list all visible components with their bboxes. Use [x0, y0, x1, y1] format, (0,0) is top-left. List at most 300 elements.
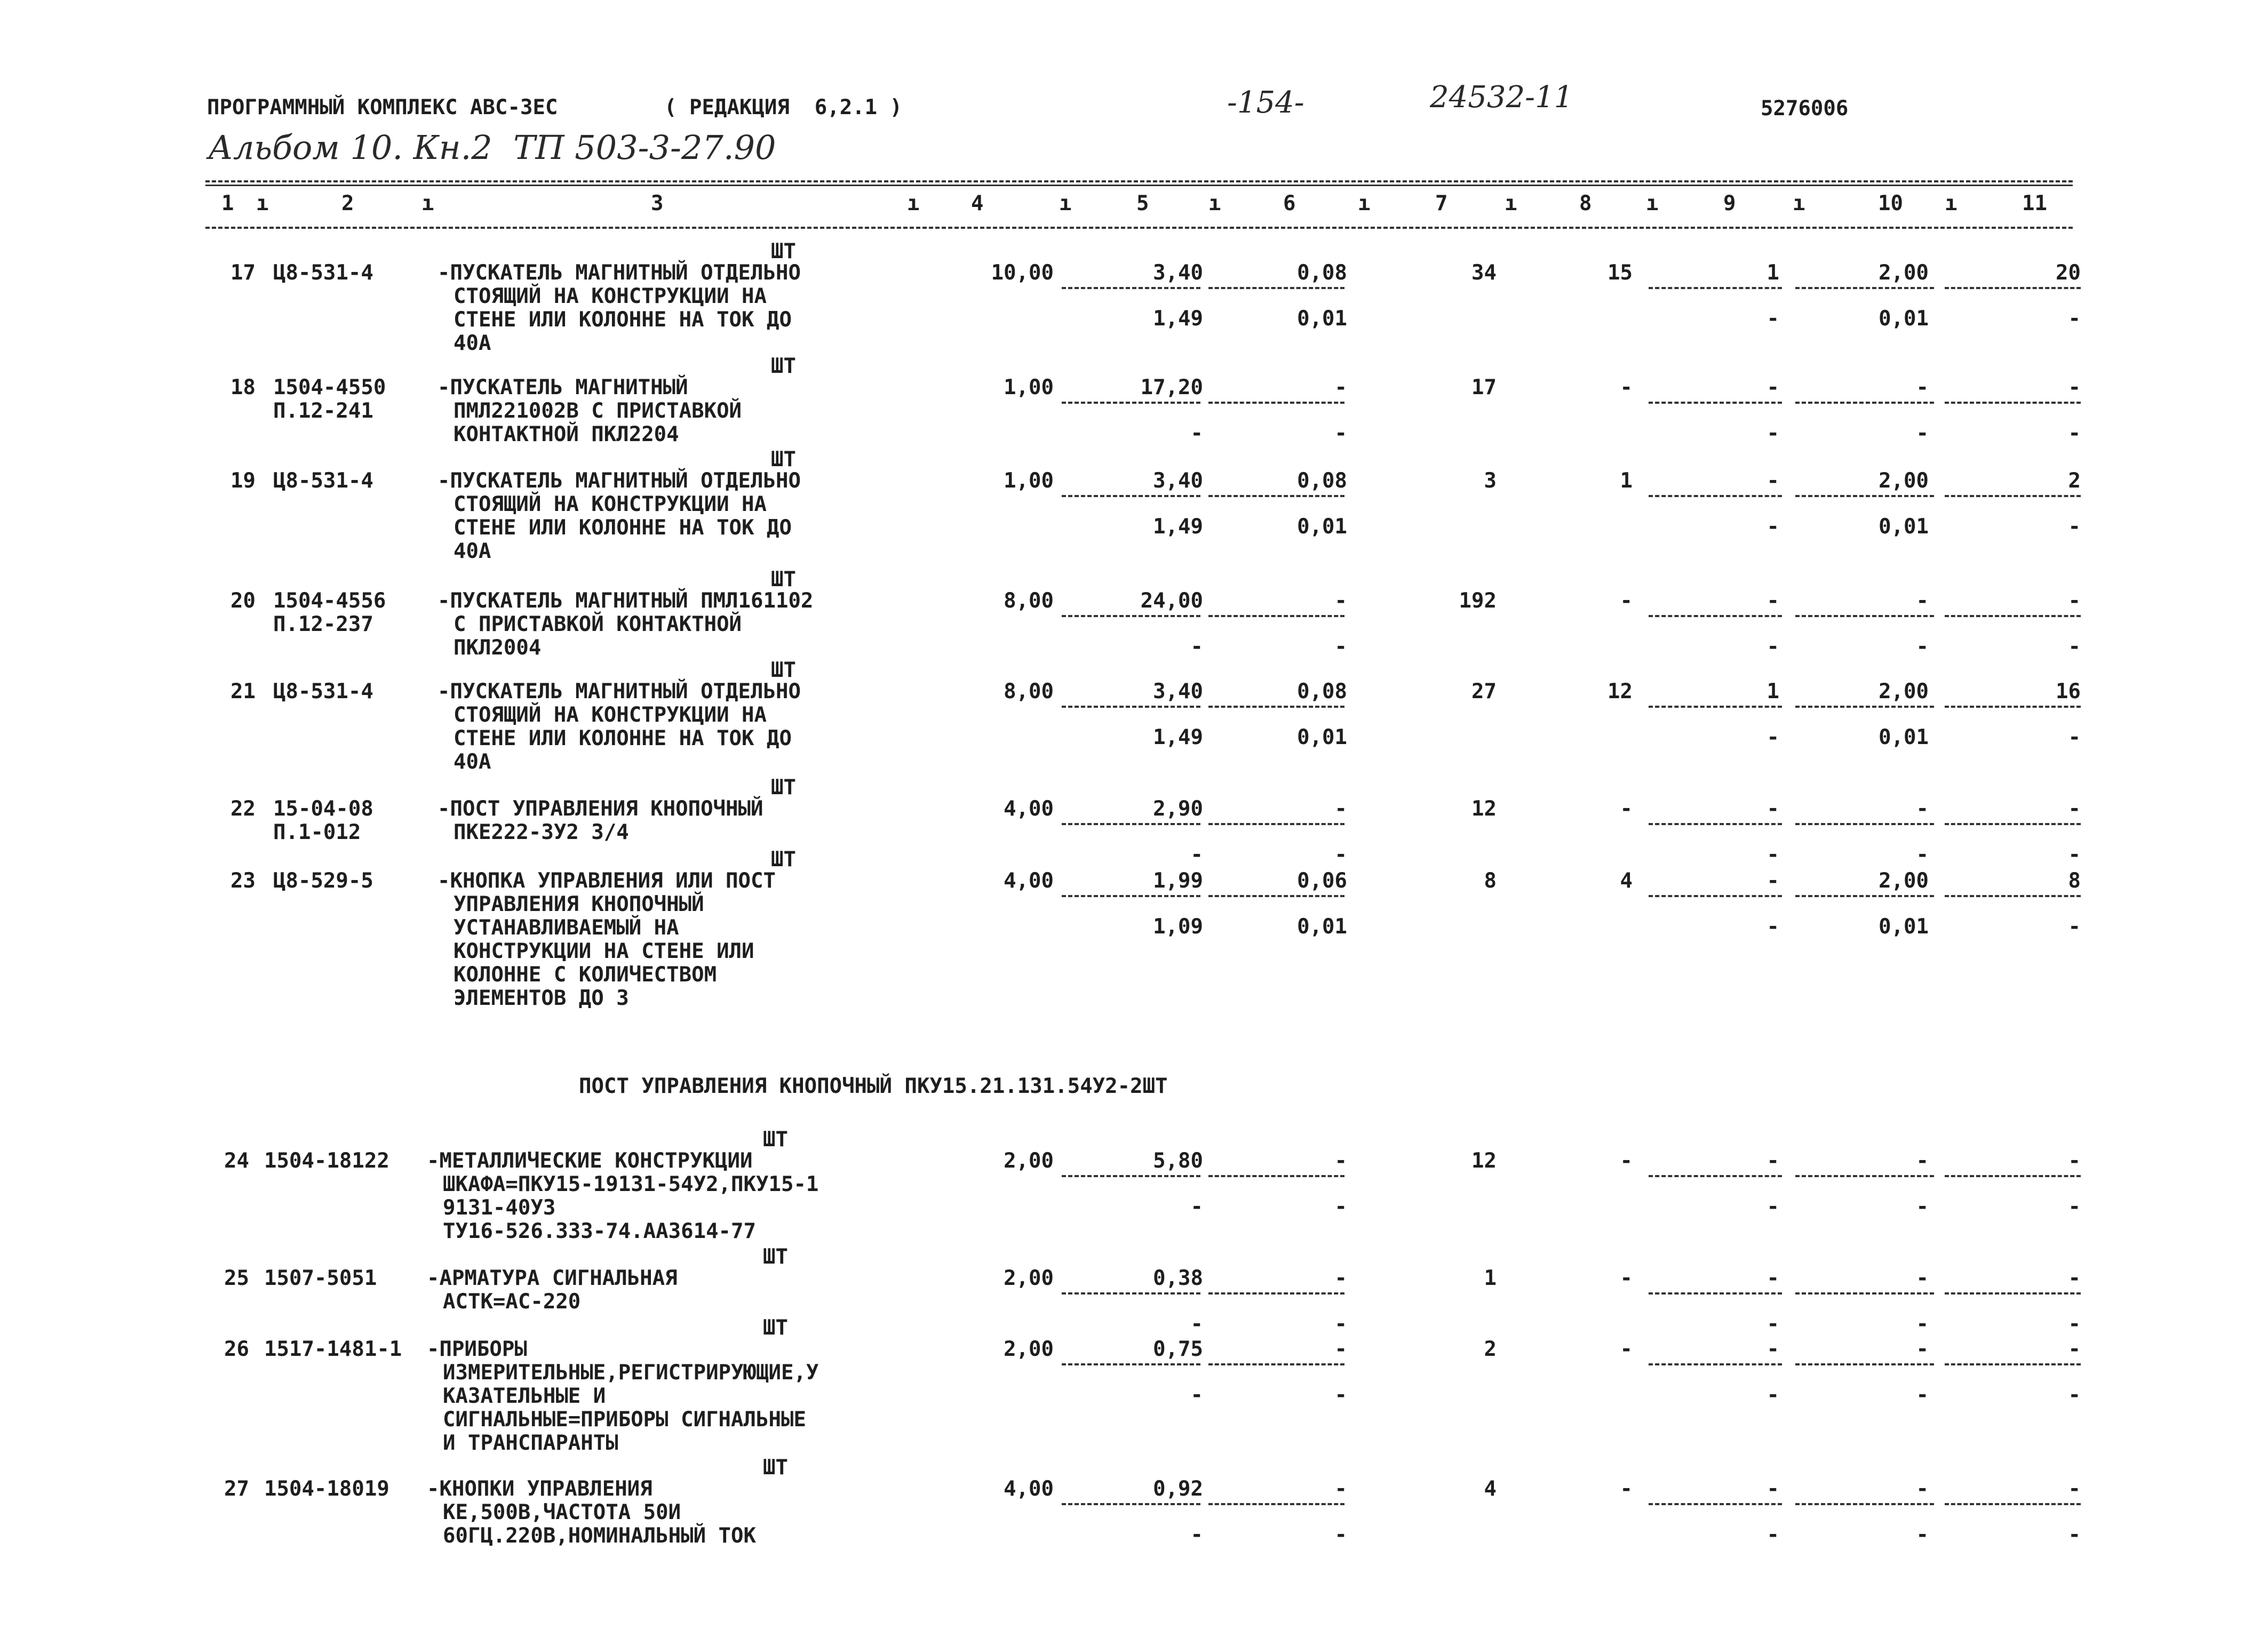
cell-c9: -: [1766, 421, 1779, 445]
description-line: С ПРИСТАВКОЙ КОНТАКТНОЙ: [453, 612, 742, 636]
cell-c6: 0,01: [1297, 725, 1347, 749]
fraction-line: [1945, 1175, 2081, 1177]
unit-label: ШТ: [763, 1128, 788, 1152]
row-number: 20: [230, 589, 256, 613]
cell-c8: 15: [1608, 261, 1633, 285]
fraction-line: [1208, 1292, 1344, 1295]
fraction-line: [1649, 1503, 1782, 1505]
cell-c6: 0,01: [1297, 915, 1347, 939]
unit-label: ШТ: [763, 1245, 788, 1269]
cell-c11: -: [2068, 375, 2081, 399]
fraction-line: [1208, 706, 1344, 708]
column-number: 5: [1136, 191, 1149, 215]
description-line: 40А: [453, 331, 491, 355]
cell-c11: -: [2068, 589, 2081, 613]
column-separator: ı: [907, 191, 920, 215]
description-line: ПМЛ221002В С ПРИСТАВКОЙ: [453, 399, 742, 423]
cell-c6: 0,01: [1297, 515, 1347, 539]
cell-c8: -: [1620, 375, 1633, 399]
description-line: КОНТАКТНОЙ ПКЛ2204: [453, 422, 679, 446]
cell-c5: -: [1190, 1312, 1203, 1336]
row-number: 19: [230, 469, 256, 493]
unit-label: ШТ: [771, 568, 796, 592]
cell-c11: -: [2068, 515, 2081, 539]
column-separator: ı: [1208, 191, 1221, 215]
description-line: СТОЯЩИЙ НА КОНСТРУКЦИИ НА: [453, 284, 767, 308]
description-line: ПКЕ222-3У2 3/4: [453, 820, 629, 844]
cell-c7: 4: [1484, 1477, 1497, 1501]
unit-label: ШТ: [771, 776, 796, 800]
cell-c5: 3,40: [1153, 469, 1203, 493]
fraction-line: [1062, 1363, 1200, 1365]
unit-label: ШТ: [763, 1316, 788, 1340]
cell-c5: -: [1190, 421, 1203, 445]
cell-c5: -: [1190, 1523, 1203, 1547]
cell-c10: -: [1916, 421, 1929, 445]
row-code: 1517-1481-1: [264, 1337, 402, 1361]
cell-c5: -: [1190, 1195, 1203, 1219]
description-line: ПКЛ2004: [453, 636, 542, 660]
cell-c10: -: [1916, 375, 1929, 399]
fraction-line: [1208, 1503, 1344, 1505]
cell-c9: -: [1766, 469, 1779, 493]
cell-c7: 192: [1459, 589, 1497, 613]
cell-c6: -: [1334, 589, 1347, 613]
fraction-line: [1649, 402, 1782, 404]
cell-c9: -: [1766, 1383, 1779, 1407]
row-code: 15-04-08: [273, 797, 373, 821]
fraction-line: [1945, 402, 2081, 404]
description-line: УПРАВЛЕНИЯ КНОПОЧНЫЙ: [453, 892, 704, 916]
program-title: ПРОГРАММНЫЙ КОМПЛЕКС АВС-3ЕС: [207, 95, 558, 119]
row-number: 18: [230, 375, 256, 399]
description-line: СТЕНЕ ИЛИ КОЛОННЕ НА ТОК ДО: [453, 308, 792, 332]
fraction-line: [1649, 495, 1782, 497]
row-number: 22: [230, 797, 256, 821]
fraction-line: [1649, 1363, 1782, 1365]
cell-c11: -: [2068, 725, 2081, 749]
fraction-line: [1649, 823, 1782, 825]
edition-label: ( РЕДАКЦИЯ 6,2.1 ): [664, 95, 903, 119]
document-number: 24532-11: [1430, 80, 1573, 115]
fraction-line: [1945, 706, 2081, 708]
cell-c9: -: [1766, 1312, 1779, 1336]
column-number: 7: [1435, 191, 1448, 215]
cell-c4: 8,00: [1004, 589, 1054, 613]
cell-c10: -: [1916, 1195, 1929, 1219]
cell-c11: -: [2068, 1477, 2081, 1501]
cell-c4: 1,00: [1004, 375, 1054, 399]
cell-c5: 1,49: [1153, 725, 1203, 749]
cell-c5: 2,90: [1153, 797, 1203, 821]
cell-c8: -: [1620, 1477, 1633, 1501]
description-line: ШКАФА=ПКУ15-19131-54У2,ПКУ15-1: [443, 1172, 819, 1196]
cell-c6: 0,06: [1297, 869, 1347, 893]
cell-c10: -: [1916, 635, 1929, 659]
cell-c7: 12: [1471, 797, 1497, 821]
description-line: -КНОПКИ УПРАВЛЕНИЯ: [427, 1477, 652, 1501]
fraction-line: [1208, 402, 1344, 404]
fraction-line: [1649, 706, 1782, 708]
fraction-line: [1795, 823, 1934, 825]
column-number: 2: [341, 191, 354, 215]
cell-c10: -: [1916, 1383, 1929, 1407]
fraction-line: [1208, 1175, 1344, 1177]
cell-c4: 2,00: [1004, 1266, 1054, 1290]
row-number: 26: [224, 1337, 249, 1361]
cell-c7: 3: [1484, 469, 1497, 493]
cell-c5: 3,40: [1153, 261, 1203, 285]
cell-c8: -: [1620, 1149, 1633, 1173]
cell-c9: -: [1766, 1337, 1779, 1361]
description-line: СТОЯЩИЙ НА КОНСТРУКЦИИ НА: [453, 492, 767, 516]
row-number: 24: [224, 1149, 249, 1173]
cell-c9: -: [1766, 589, 1779, 613]
cell-c6: 0,01: [1297, 307, 1347, 331]
cell-c10: 0,01: [1879, 915, 1929, 939]
column-number: 11: [2022, 191, 2047, 215]
cell-c11: -: [2068, 635, 2081, 659]
fraction-line: [1795, 287, 1934, 289]
cell-c5: 3,40: [1153, 680, 1203, 704]
row-code: 1507-5051: [264, 1266, 377, 1290]
description-line: 60ГЦ.220В,НОМИНАЛЬНЫЙ ТОК: [443, 1524, 756, 1548]
cell-c9: -: [1766, 915, 1779, 939]
cell-c10: -: [1916, 1477, 1929, 1501]
fraction-line: [1945, 1292, 2081, 1295]
fraction-line: [1945, 823, 2081, 825]
cell-c10: -: [1916, 1312, 1929, 1336]
cell-c6: -: [1334, 1312, 1347, 1336]
fraction-line: [1795, 706, 1934, 708]
column-separator: ı: [1358, 191, 1371, 215]
fraction-line: [1945, 495, 2081, 497]
cell-c5: 1,09: [1153, 915, 1203, 939]
fraction-line: [1208, 823, 1344, 825]
row-code: Ц8-531-4: [273, 261, 373, 285]
fraction-line: [1795, 1363, 1934, 1365]
cell-c6: -: [1334, 421, 1347, 445]
cell-c8: 1: [1620, 469, 1633, 493]
row-code-ref: П.12-237: [273, 612, 373, 636]
row-number: 21: [230, 680, 256, 704]
cell-c4: 2,00: [1004, 1149, 1054, 1173]
column-number: 9: [1723, 191, 1736, 215]
fraction-line: [1208, 615, 1344, 617]
cell-c9: -: [1766, 375, 1779, 399]
cell-c9: -: [1766, 1266, 1779, 1290]
row-code: Ц8-531-4: [273, 469, 373, 493]
fraction-line: [1062, 706, 1200, 708]
unit-label: ШТ: [771, 354, 796, 378]
fraction-line: [1208, 895, 1344, 897]
cell-c6: -: [1334, 1195, 1347, 1219]
cell-c10: -: [1916, 1523, 1929, 1547]
cell-c11: 20: [2056, 261, 2081, 285]
description-line: ИЗМЕРИТЕЛЬНЫЕ,РЕГИСТРИРУЮЩИЕ,У: [443, 1361, 819, 1385]
description-line: СТОЯЩИЙ НА КОНСТРУКЦИИ НА: [453, 703, 767, 727]
cell-c9: 1: [1766, 680, 1779, 704]
cell-c10: -: [1916, 1337, 1929, 1361]
column-separator: ı: [256, 191, 269, 215]
column-number: 8: [1579, 191, 1592, 215]
cell-c6: -: [1334, 635, 1347, 659]
cell-c10: 2,00: [1879, 680, 1929, 704]
row-number: 23: [230, 869, 256, 893]
cell-c5: 24,00: [1140, 589, 1203, 613]
cell-c11: -: [2068, 1312, 2081, 1336]
cell-c11: 2: [2068, 469, 2081, 493]
cell-c11: -: [2068, 1337, 2081, 1361]
cell-c11: -: [2068, 1266, 2081, 1290]
cell-c7: 2: [1484, 1337, 1497, 1361]
cell-c8: 4: [1620, 869, 1633, 893]
fraction-line: [1945, 1503, 2081, 1505]
description-line: КОНСТРУКЦИИ НА СТЕНЕ ИЛИ: [453, 939, 754, 963]
fraction-line: [1795, 1503, 1934, 1505]
cell-c7: 12: [1471, 1149, 1497, 1173]
description-line: 40А: [453, 750, 491, 774]
fraction-line: [1208, 287, 1344, 289]
cell-c6: -: [1334, 375, 1347, 399]
column-separator: ı: [1945, 191, 1957, 215]
fraction-line: [1795, 615, 1934, 617]
cell-c10: 2,00: [1879, 261, 1929, 285]
fraction-line: [1649, 615, 1782, 617]
cell-c6: -: [1334, 1149, 1347, 1173]
fraction-line: [1062, 402, 1200, 404]
cell-c10: 2,00: [1879, 469, 1929, 493]
description-line: -ПУСКАТЕЛЬ МАГНИТНЫЙ: [437, 375, 688, 399]
table-top-line: [205, 180, 2073, 182]
cell-c9: -: [1766, 307, 1779, 331]
cell-c10: 0,01: [1879, 725, 1929, 749]
unit-label: ШТ: [771, 448, 796, 472]
code-number: 5276006: [1761, 97, 1849, 121]
fraction-line: [1795, 495, 1934, 497]
cell-c10: -: [1916, 1149, 1929, 1173]
description-line: АСТК=АС-220: [443, 1290, 581, 1314]
fraction-line: [1649, 895, 1782, 897]
description-line: КАЗАТЕЛЬНЫЕ И: [443, 1384, 606, 1408]
unit-label: ШТ: [771, 239, 796, 263]
fraction-line: [1945, 287, 2081, 289]
cell-c5: 17,20: [1140, 375, 1203, 399]
cell-c11: -: [2068, 421, 2081, 445]
cell-c11: 8: [2068, 869, 2081, 893]
cell-c10: -: [1916, 843, 1929, 867]
table-top-line-2: [205, 185, 2073, 186]
column-separator: ı: [1646, 191, 1659, 215]
cell-c9: -: [1766, 515, 1779, 539]
cell-c7: 1: [1484, 1266, 1497, 1290]
column-separator: ı: [1059, 191, 1072, 215]
table-header-bottom-line: [205, 227, 2073, 229]
cell-c4: 4,00: [1004, 1477, 1054, 1501]
cell-c5: 0,75: [1153, 1337, 1203, 1361]
cell-c6: -: [1334, 1523, 1347, 1547]
cell-c9: -: [1766, 869, 1779, 893]
fraction-line: [1945, 615, 2081, 617]
cell-c6: -: [1334, 1266, 1347, 1290]
cell-c8: 12: [1608, 680, 1633, 704]
cell-c9: -: [1766, 1477, 1779, 1501]
page-number: -154-: [1227, 85, 1304, 120]
row-code: Ц8-531-4: [273, 680, 373, 704]
description-line: КОЛОННЕ С КОЛИЧЕСТВОМ: [453, 963, 717, 987]
description-line: -ПУСКАТЕЛЬ МАГНИТНЫЙ ОТДЕЛЬНО: [437, 680, 801, 704]
fraction-line: [1649, 1292, 1782, 1295]
fraction-line: [1795, 895, 1934, 897]
description-line: -МЕТАЛЛИЧЕСКИЕ КОНСТРУКЦИИ: [427, 1149, 753, 1173]
cell-c6: -: [1334, 1337, 1347, 1361]
cell-c4: 4,00: [1004, 797, 1054, 821]
column-number: 6: [1283, 191, 1296, 215]
row-code-ref: П.1-012: [273, 820, 361, 844]
cell-c11: -: [2068, 1195, 2081, 1219]
description-line: КЕ,500В,ЧАСТОТА 50И: [443, 1500, 681, 1524]
description-line: СТЕНЕ ИЛИ КОЛОННЕ НА ТОК ДО: [453, 516, 792, 540]
fraction-line: [1945, 1363, 2081, 1365]
fraction-line: [1649, 287, 1782, 289]
cell-c4: 8,00: [1004, 680, 1054, 704]
fraction-line: [1795, 1292, 1934, 1295]
description-line: -КНОПКА УПРАВЛЕНИЯ ИЛИ ПОСТ: [437, 869, 776, 893]
column-number: 1: [221, 191, 234, 215]
cell-c9: -: [1766, 843, 1779, 867]
description-line: И ТРАНСПАРАНТЫ: [443, 1431, 618, 1455]
cell-c11: -: [2068, 1149, 2081, 1173]
cell-c6: -: [1334, 843, 1347, 867]
description-line: -ПУСКАТЕЛЬ МАГНИТНЫЙ ОТДЕЛЬНО: [437, 261, 801, 285]
cell-c9: -: [1766, 635, 1779, 659]
cell-c6: 0,08: [1297, 261, 1347, 285]
section-title: ПОСТ УПРАВЛЕНИЯ КНОПОЧНЫЙ ПКУ15.21.131.54У2-2ШТ: [579, 1074, 1168, 1098]
description-line: 40А: [453, 539, 491, 563]
fraction-line: [1795, 1175, 1934, 1177]
cell-c5: -: [1190, 1383, 1203, 1407]
cell-c6: 0,08: [1297, 680, 1347, 704]
cell-c10: -: [1916, 589, 1929, 613]
description-line: -ПРИБОРЫ: [427, 1337, 527, 1361]
cell-c11: -: [2068, 843, 2081, 867]
description-line: УСТАНАВЛИВАЕМЫЙ НА: [453, 916, 679, 940]
fraction-line: [1062, 895, 1200, 897]
column-number: 10: [1878, 191, 1903, 215]
row-number: 27: [224, 1477, 249, 1501]
column-number: 4: [971, 191, 984, 215]
description-line: ТУ16-526.333-74.АА3614-77: [443, 1219, 756, 1243]
cell-c11: -: [2068, 1523, 2081, 1547]
cell-c9: -: [1766, 797, 1779, 821]
cell-c5: 1,49: [1153, 515, 1203, 539]
cell-c5: -: [1190, 635, 1203, 659]
cell-c5: 1,99: [1153, 869, 1203, 893]
album-reference: Альбом 10. Кн.2 ТП 503-3-27.90: [208, 128, 776, 167]
column-separator: ı: [421, 191, 434, 215]
cell-c8: -: [1620, 1337, 1633, 1361]
cell-c4: 2,00: [1004, 1337, 1054, 1361]
cell-c11: -: [2068, 307, 2081, 331]
cell-c11: -: [2068, 1383, 2081, 1407]
row-code: 1504-4550: [273, 375, 386, 399]
cell-c9: -: [1766, 725, 1779, 749]
row-number: 17: [230, 261, 256, 285]
cell-c11: -: [2068, 797, 2081, 821]
fraction-line: [1062, 1292, 1200, 1295]
cell-c5: 5,80: [1153, 1149, 1203, 1173]
cell-c6: -: [1334, 797, 1347, 821]
cell-c4: 1,00: [1004, 469, 1054, 493]
fraction-line: [1062, 1503, 1200, 1505]
fraction-line: [1062, 615, 1200, 617]
cell-c7: 8: [1484, 869, 1497, 893]
fraction-line: [1208, 495, 1344, 497]
column-separator: ı: [1793, 191, 1805, 215]
description-line: -ПУСКАТЕЛЬ МАГНИТНЫЙ ПМЛ161102: [437, 589, 814, 613]
cell-c10: 0,01: [1879, 515, 1929, 539]
cell-c10: -: [1916, 1266, 1929, 1290]
fraction-line: [1795, 402, 1934, 404]
description-line: ЭЛЕМЕНТОВ ДО 3: [453, 986, 629, 1010]
cell-c11: -: [2068, 915, 2081, 939]
cell-c9: -: [1766, 1149, 1779, 1173]
unit-label: ШТ: [771, 848, 796, 872]
row-code: 1504-18019: [264, 1477, 389, 1501]
cell-c7: 17: [1471, 375, 1497, 399]
cell-c5: 1,49: [1153, 307, 1203, 331]
fraction-line: [1062, 823, 1200, 825]
unit-label: ШТ: [771, 658, 796, 682]
cell-c5: -: [1190, 843, 1203, 867]
cell-c8: -: [1620, 797, 1633, 821]
cell-c9: -: [1766, 1195, 1779, 1219]
description-line: -ПОСТ УПРАВЛЕНИЯ КНОПОЧНЫЙ: [437, 797, 763, 821]
row-code: Ц8-529-5: [273, 869, 373, 893]
cell-c6: -: [1334, 1383, 1347, 1407]
cell-c10: 0,01: [1879, 307, 1929, 331]
column-number: 3: [651, 191, 664, 215]
fraction-line: [1062, 495, 1200, 497]
cell-c4: 4,00: [1004, 869, 1054, 893]
cell-c6: 0,08: [1297, 469, 1347, 493]
cell-c10: -: [1916, 797, 1929, 821]
fraction-line: [1062, 1175, 1200, 1177]
fraction-line: [1649, 1175, 1782, 1177]
cell-c8: -: [1620, 1266, 1633, 1290]
description-line: СИГНАЛЬНЫЕ=ПРИБОРЫ СИГНАЛЬНЫЕ: [443, 1408, 806, 1432]
column-separator: ı: [1505, 191, 1517, 215]
cell-c11: 16: [2056, 680, 2081, 704]
fraction-line: [1208, 1363, 1344, 1365]
row-code-ref: П.12-241: [273, 399, 373, 423]
cell-c9: -: [1766, 1523, 1779, 1547]
cell-c7: 34: [1471, 261, 1497, 285]
row-code: 1504-18122: [264, 1149, 389, 1173]
row-number: 25: [224, 1266, 249, 1290]
cell-c6: -: [1334, 1477, 1347, 1501]
description-line: -АРМАТУРА СИГНАЛЬНАЯ: [427, 1266, 678, 1290]
unit-label: ШТ: [763, 1456, 788, 1480]
cell-c8: -: [1620, 589, 1633, 613]
cell-c10: 2,00: [1879, 869, 1929, 893]
fraction-line: [1062, 287, 1200, 289]
cell-c5: 0,38: [1153, 1266, 1203, 1290]
row-code: 1504-4556: [273, 589, 386, 613]
fraction-line: [1945, 895, 2081, 897]
description-line: -ПУСКАТЕЛЬ МАГНИТНЫЙ ОТДЕЛЬНО: [437, 469, 801, 493]
cell-c7: 27: [1471, 680, 1497, 704]
